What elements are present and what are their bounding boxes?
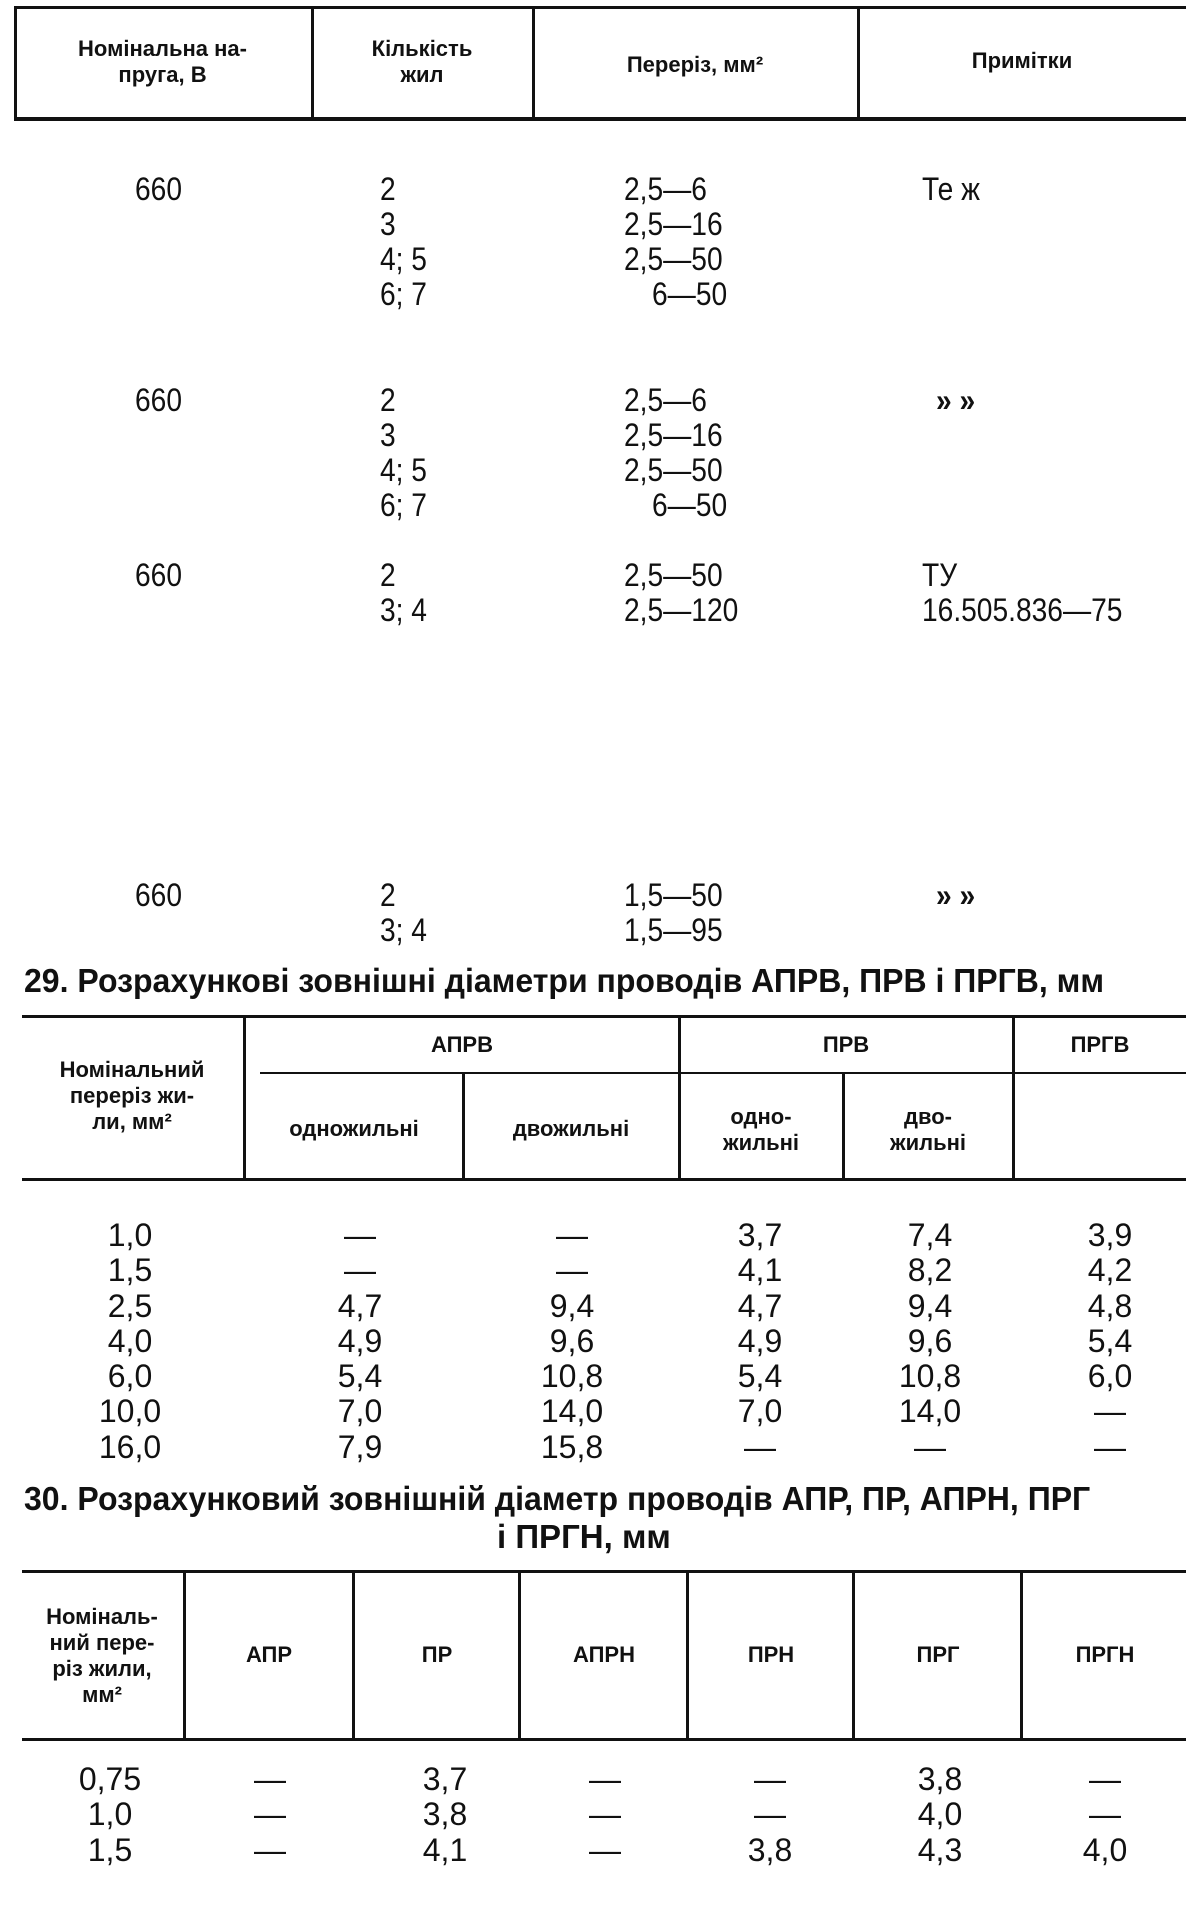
table-cell: — bbox=[1089, 1796, 1121, 1833]
table-cell: 4,0 bbox=[107, 1322, 153, 1359]
cores-cell: 3 bbox=[380, 417, 396, 453]
col-divider bbox=[857, 6, 860, 118]
cores-cell: 2 bbox=[380, 557, 396, 593]
table-cell: 4,1 bbox=[422, 1831, 468, 1868]
note-cell: » » bbox=[936, 382, 976, 418]
col-divider bbox=[852, 1573, 855, 1738]
header-notes: Примітки bbox=[971, 48, 1073, 73]
col-divider bbox=[842, 1074, 845, 1178]
table-cell: 4,2 bbox=[1087, 1252, 1133, 1289]
data-column-pr bbox=[385, 1762, 505, 1868]
cores-cell: 2 bbox=[380, 877, 396, 913]
col-divider bbox=[243, 1018, 246, 1178]
table-cell: 5,4 bbox=[337, 1358, 383, 1395]
table-cell: — bbox=[589, 1761, 621, 1797]
table-cell: 3,7 bbox=[737, 1217, 783, 1253]
header-prg: ПРГ bbox=[916, 1642, 960, 1667]
top-rule bbox=[22, 1570, 1186, 1573]
col-divider bbox=[678, 1018, 681, 1178]
header-section: Номінальний переріз жи- ли, мм² bbox=[59, 1057, 205, 1134]
table-cell: — bbox=[344, 1217, 376, 1253]
table-cell: 1,0 bbox=[107, 1217, 153, 1253]
table-30-title-continued: і ПРГН, мм bbox=[497, 1518, 671, 1555]
data-column-prgn bbox=[1045, 1762, 1165, 1868]
cores-cell: 3 bbox=[380, 206, 396, 242]
table-cell: — bbox=[1089, 1761, 1121, 1797]
cores-cell: 4; 5 bbox=[380, 241, 427, 277]
section-cell: 2,5—50 bbox=[624, 557, 723, 593]
table-cell: — bbox=[556, 1252, 588, 1289]
table-cell: 9,4 bbox=[549, 1287, 595, 1324]
data-column-apr bbox=[210, 1762, 330, 1868]
section-cell: 6—50 bbox=[652, 276, 728, 312]
cores-cell: 4; 5 bbox=[380, 452, 427, 488]
top-rule bbox=[14, 6, 1186, 9]
section-cell: 2,5—6 bbox=[624, 382, 707, 418]
section-cell: 1,5—50 bbox=[624, 877, 723, 913]
section-cell: 1,5—95 bbox=[624, 912, 723, 948]
note-cell: Те ж bbox=[922, 171, 980, 207]
voltage-cell: 660 bbox=[135, 171, 182, 207]
table-cell: 9,4 bbox=[907, 1287, 953, 1324]
table-cell: — bbox=[254, 1831, 286, 1868]
table-cell: — bbox=[589, 1831, 621, 1868]
section-cell: 2,5—50 bbox=[624, 452, 723, 488]
table-cell: 3,8 bbox=[747, 1831, 793, 1868]
col-divider bbox=[14, 6, 17, 118]
table-cell: 7,0 bbox=[737, 1393, 783, 1430]
table-cell: 4,3 bbox=[917, 1831, 963, 1868]
table-cell: — bbox=[754, 1761, 786, 1797]
header-sub-apvr-single: одножильні bbox=[289, 1116, 419, 1141]
table-cell: 3,8 bbox=[917, 1761, 963, 1797]
table-cell: 6,0 bbox=[107, 1358, 153, 1395]
table-cell: — bbox=[254, 1796, 286, 1833]
table-cell: 14,0 bbox=[898, 1393, 962, 1430]
table-29-title: 29. Розрахункові зовнішні діаметри проводів АПРВ, ПРВ і ПРГВ, мм bbox=[24, 962, 1105, 999]
group-rule bbox=[260, 1072, 1186, 1074]
section-cell: 2,5—50 bbox=[624, 241, 723, 277]
header-sub-apvr-double: двожильні bbox=[512, 1116, 630, 1141]
cores-cell: 3; 4 bbox=[380, 592, 427, 628]
col-divider bbox=[518, 1573, 521, 1738]
header-group-prv: ПРВ bbox=[822, 1032, 870, 1057]
table-cell: 4,1 bbox=[737, 1252, 783, 1289]
section-cell: 2,5—16 bbox=[624, 417, 723, 453]
table-cell: 1,0 bbox=[87, 1796, 133, 1833]
header-group-apvr: АПРВ bbox=[431, 1032, 493, 1057]
col-divider bbox=[352, 1573, 355, 1738]
table-cell: 2,5 bbox=[107, 1287, 153, 1324]
table-cell: — bbox=[914, 1428, 946, 1465]
data-column-prv-double bbox=[870, 1218, 990, 1465]
header-bottom-rule bbox=[14, 117, 1186, 121]
table-cell: — bbox=[754, 1796, 786, 1833]
data-column-section bbox=[50, 1762, 170, 1868]
cores-cell: 3; 4 bbox=[380, 912, 427, 948]
col-divider bbox=[462, 1074, 465, 1178]
table-30-title: 30. Розрахунковий зовнішній діаметр проводів АПР, ПР, АПРН, ПРГ bbox=[24, 1480, 1091, 1517]
col-divider bbox=[686, 1573, 689, 1738]
data-column-section bbox=[70, 1218, 190, 1465]
data-column-apvr-double bbox=[512, 1218, 632, 1465]
table-cell: 15,8 bbox=[540, 1428, 604, 1465]
data-column-prgv bbox=[1050, 1218, 1170, 1465]
cores-cell: 6; 7 bbox=[380, 276, 427, 312]
header-prgn: ПРГН bbox=[1075, 1642, 1135, 1667]
table-cell: 5,4 bbox=[737, 1358, 783, 1395]
table-cell: 4,8 bbox=[1087, 1287, 1133, 1324]
header-pr: ПР bbox=[421, 1642, 453, 1667]
header-sub-prv-single: одно- жильні bbox=[722, 1104, 800, 1155]
col-divider bbox=[1012, 1018, 1015, 1178]
header-section: Номіналь- ний пере- різ жили, мм² bbox=[46, 1604, 158, 1707]
voltage-cell: 660 bbox=[135, 382, 182, 418]
header-bottom-rule bbox=[22, 1178, 1186, 1181]
table-cell: 1,5 bbox=[87, 1831, 133, 1868]
col-divider bbox=[532, 6, 535, 118]
header-sub-prv-double: дво- жильні bbox=[889, 1104, 967, 1155]
table-cell: 6,0 bbox=[1087, 1358, 1133, 1395]
table-cell: 4,0 bbox=[1082, 1831, 1128, 1868]
table-cell: 1,5 bbox=[107, 1252, 153, 1289]
data-column-apvr-single bbox=[300, 1218, 420, 1465]
table-cell: 3,9 bbox=[1087, 1217, 1133, 1253]
header-aprn: АПРН bbox=[573, 1642, 635, 1667]
table-cell: 3,8 bbox=[422, 1796, 468, 1833]
data-column-prv-single bbox=[700, 1218, 820, 1465]
section-cell: 2,5—6 bbox=[624, 171, 707, 207]
table-cell: — bbox=[589, 1796, 621, 1833]
header-bottom-rule bbox=[22, 1738, 1186, 1741]
table-cell: — bbox=[556, 1217, 588, 1253]
section-cell: 6—50 bbox=[652, 487, 728, 523]
data-column-aprn bbox=[545, 1762, 665, 1868]
table-cell: — bbox=[344, 1252, 376, 1289]
table-cell: — bbox=[1094, 1393, 1126, 1430]
header-apr: АПР bbox=[245, 1642, 293, 1667]
table-cell: 9,6 bbox=[907, 1322, 953, 1359]
table-cell: 10,8 bbox=[540, 1358, 604, 1395]
table-cell: — bbox=[1094, 1428, 1126, 1465]
table-cell: 4,9 bbox=[737, 1322, 783, 1359]
table-cell: 4,7 bbox=[337, 1287, 383, 1324]
table-cell: 0,75 bbox=[78, 1761, 142, 1797]
header-voltage: Номінальна на- пруга, В bbox=[78, 36, 247, 87]
table-cell: 8,2 bbox=[907, 1252, 953, 1289]
table-cell: 4,9 bbox=[337, 1322, 383, 1359]
cores-cell: 6; 7 bbox=[380, 487, 427, 523]
col-divider bbox=[311, 6, 314, 118]
cores-cell: 2 bbox=[380, 382, 396, 418]
table-cell: 4,7 bbox=[737, 1287, 783, 1324]
header-group-prgv: ПРГВ bbox=[1070, 1032, 1130, 1057]
table-cell: 10,8 bbox=[898, 1358, 962, 1395]
table-cell: 3,7 bbox=[422, 1761, 468, 1797]
table-cell: 4,0 bbox=[917, 1796, 963, 1833]
cores-cell: 2 bbox=[380, 171, 396, 207]
table-cell: 7,9 bbox=[337, 1428, 383, 1465]
section-cell: 2,5—120 bbox=[624, 592, 739, 628]
data-column-prn bbox=[710, 1762, 830, 1868]
data-column-prg bbox=[880, 1762, 1000, 1868]
header-prn: ПРН bbox=[747, 1642, 795, 1667]
voltage-cell: 660 bbox=[135, 877, 182, 913]
col-divider bbox=[183, 1573, 186, 1738]
note-cell: ТУ 16.505.836—75 bbox=[922, 557, 1123, 628]
table-cell: 10,0 bbox=[98, 1393, 162, 1430]
section-cell: 2,5—16 bbox=[624, 206, 723, 242]
header-section: Переріз, мм² bbox=[626, 52, 764, 77]
table-cell: 7,0 bbox=[337, 1393, 383, 1430]
header-cores: Кількість жил bbox=[371, 36, 473, 87]
col-divider bbox=[1020, 1573, 1023, 1738]
table-cell: 14,0 bbox=[540, 1393, 604, 1430]
table-cell: — bbox=[744, 1428, 776, 1465]
table-cell: — bbox=[254, 1761, 286, 1797]
table-cell: 7,4 bbox=[907, 1217, 953, 1253]
note-cell: » » bbox=[936, 877, 976, 913]
table-cell: 16,0 bbox=[98, 1428, 162, 1465]
table-cell: 5,4 bbox=[1087, 1322, 1133, 1359]
voltage-cell: 660 bbox=[135, 557, 182, 593]
table-cell: 9,6 bbox=[549, 1322, 595, 1359]
